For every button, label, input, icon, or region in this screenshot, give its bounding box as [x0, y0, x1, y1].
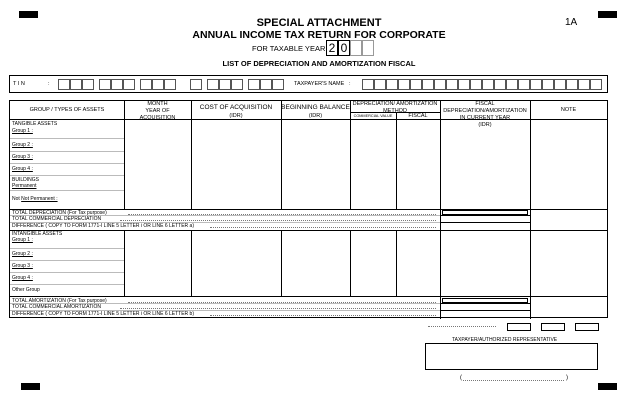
group-divider	[10, 272, 124, 273]
row-divider	[440, 215, 530, 216]
year-digit-2[interactable]: 0	[338, 40, 350, 56]
group-divider	[10, 138, 124, 139]
col-divider	[530, 101, 531, 319]
header-month: MONTH	[147, 101, 168, 107]
year-digit-1[interactable]: 2	[326, 40, 338, 56]
name-char-box[interactable]	[398, 79, 410, 90]
group-divider	[10, 175, 124, 176]
leader-dots	[128, 302, 436, 303]
intangible-total-divider	[10, 296, 607, 297]
intangible-group-4: Group 4 :	[12, 275, 33, 281]
col-divider	[440, 101, 441, 319]
fiscal-total-box[interactable]	[442, 210, 528, 215]
tangible-group-2: Group 2 :	[12, 142, 33, 148]
registration-mark-bottom-right	[598, 383, 617, 390]
name-char-box[interactable]	[566, 79, 578, 90]
header-beginning-balance: BEGINNING BALANCE	[281, 104, 350, 111]
header-fiscal-depreciation	[440, 101, 530, 129]
name-char-box[interactable]	[410, 79, 422, 90]
header-note: NOTE	[560, 107, 577, 113]
tin-digit-box[interactable]	[219, 79, 231, 90]
tin-separator: :	[48, 81, 50, 87]
col-divider	[281, 230, 282, 296]
header-method-line1: DEPRECIATION/ AMORTIZATION	[352, 101, 438, 107]
tin-digit-box[interactable]	[190, 79, 202, 90]
form-subtitle: ANNUAL INCOME TAX RETURN FOR CORPORATE	[192, 29, 446, 41]
intangible-group-2: Group 2 :	[12, 251, 33, 257]
col-divider	[191, 230, 192, 296]
form-title: SPECIAL ATTACHMENT	[256, 17, 382, 29]
intangible-group-3: Group 3 :	[12, 263, 33, 269]
intangible-other-group: Other Group	[12, 287, 40, 293]
tin-digit-box[interactable]	[164, 79, 176, 90]
header-beginning-unit: (IDR)	[308, 113, 323, 119]
header-fiscal-line1: FISCAL DEPRECIATION/AMORTIZATION	[443, 101, 527, 114]
header-commercial-value: COMMERCIAL VALUE	[353, 114, 393, 118]
col-divider	[396, 112, 397, 209]
tin-digit-box[interactable]	[111, 79, 123, 90]
header-acquisition: ACQUISITION	[139, 115, 176, 121]
name-paren-open: (	[460, 375, 462, 381]
tin-digit-box[interactable]	[231, 79, 243, 90]
fiscal-total-box[interactable]	[442, 298, 528, 303]
representative-label: TAXPAYER/AUTHORIZED REPRESENTATIVE	[452, 337, 558, 343]
row-divider	[440, 303, 530, 304]
header-cost: COST OF ACQUISITION	[199, 104, 273, 111]
tin-digit-box[interactable]	[248, 79, 260, 90]
header-method-line2: METHOD	[383, 108, 407, 114]
header-group-types: GROUP / TYPES OF ASSETS	[29, 107, 105, 113]
name-char-box[interactable]	[494, 79, 506, 90]
year-digit-3[interactable]	[350, 40, 362, 56]
tin-digit-box[interactable]	[58, 79, 70, 90]
signature-box[interactable]	[425, 343, 598, 370]
name-char-box[interactable]	[542, 79, 554, 90]
leader-dots	[120, 308, 436, 309]
representative-name-line[interactable]	[463, 380, 564, 381]
tangible-group-4: Group 4 :	[12, 166, 33, 172]
name-char-box[interactable]	[554, 79, 566, 90]
col-divider	[124, 230, 125, 296]
group-divider	[10, 260, 124, 261]
col-divider	[350, 230, 351, 296]
name-char-box[interactable]	[446, 79, 458, 90]
header-month-year	[124, 101, 191, 122]
date-box-month[interactable]	[541, 323, 565, 331]
header-year-of: YEAR OF	[145, 108, 170, 114]
total-commercial-depreciation-label: TOTAL COMMERCIAL DEPRECIATION	[12, 216, 102, 222]
tin-digit-box[interactable]	[272, 79, 284, 90]
year-digit-4[interactable]	[362, 40, 374, 56]
row-divider	[440, 222, 530, 223]
name-char-box[interactable]	[434, 79, 446, 90]
leader-dots	[120, 220, 436, 221]
name-char-box[interactable]	[422, 79, 434, 90]
leader-dots	[128, 214, 436, 215]
name-char-box[interactable]	[506, 79, 518, 90]
buildings-not-permanent: Not Not Permanent :	[12, 196, 58, 202]
date-box-day[interactable]	[507, 323, 531, 331]
name-char-box[interactable]	[578, 79, 590, 90]
buildings-permanent: Permanent	[12, 183, 37, 189]
name-paren-close: )	[566, 375, 568, 381]
tangible-group-1: Group 1 :	[12, 128, 33, 134]
name-char-box[interactable]	[590, 79, 602, 90]
tin-label: T I N	[13, 81, 25, 87]
taxpayer-name-separator: :	[349, 81, 351, 87]
header-cost-unit: (IDR)	[229, 113, 243, 119]
name-char-box[interactable]	[362, 79, 374, 90]
group-divider	[10, 151, 124, 152]
signature-place-date-line[interactable]	[428, 326, 496, 327]
leader-dots	[210, 227, 436, 228]
name-char-box[interactable]	[374, 79, 386, 90]
leader-dots	[210, 315, 436, 316]
group-divider	[10, 163, 124, 164]
group-divider	[10, 284, 124, 285]
intangible-assets-heading: INTANGIBLE ASSETS	[12, 231, 63, 237]
total-commercial-amortization-label: TOTAL COMMERCIAL AMORTIZATION	[12, 304, 101, 310]
intangible-divider	[10, 230, 607, 231]
header-fiscal: FISCAL	[408, 113, 428, 119]
name-char-box[interactable]	[470, 79, 482, 90]
tin-digit-box[interactable]	[152, 79, 164, 90]
not-permanent-label: Not Permanent :	[21, 196, 58, 202]
name-char-box[interactable]	[482, 79, 494, 90]
name-char-box[interactable]	[386, 79, 398, 90]
col-divider	[396, 230, 397, 296]
name-char-box[interactable]	[458, 79, 470, 90]
group-divider	[10, 248, 124, 249]
header-fiscal-unit: (IDR)	[478, 122, 492, 128]
buildings-heading: BUILDINGS	[12, 177, 39, 183]
intangible-group-1: Group 1 :	[12, 237, 33, 243]
row-divider	[440, 310, 530, 311]
tangible-assets-heading: TANGIBLE ASSETS	[12, 121, 58, 127]
tin-digit-box[interactable]	[82, 79, 94, 90]
tin-digit-box[interactable]	[140, 79, 152, 90]
header-fiscal-line2: IN CURRENT YEAR	[459, 115, 511, 121]
date-box-year[interactable]	[575, 323, 599, 331]
group-divider	[10, 190, 124, 191]
registration-mark-bottom-left	[21, 383, 40, 390]
list-title: LIST OF DEPRECIATION AND AMORTIZATION FISCAL	[222, 59, 416, 68]
intangible-difference-label: DIFFERENCE ( COPY TO FORM 1771-I LINE 5 LETTER i OR LINE 6 LETTER b)	[12, 311, 194, 317]
tin-digit-box[interactable]	[99, 79, 111, 90]
taxable-year-label: FOR TAXABLE YEAR	[252, 44, 326, 53]
taxpayer-name-label: TAXPAYER'S NAME	[294, 81, 345, 87]
total-amortization-label: TOTAL AMORTIZATION (For Tax purpose)	[12, 298, 107, 304]
taxpayer-id-bar	[9, 75, 608, 93]
tangible-difference-label: DIFFERENCE ( COPY TO FORM 1771-I LINE 5 LETTER i OR LINE 6 LETTER a)	[12, 223, 194, 229]
form-code: 1A	[565, 17, 578, 28]
tin-digit-box[interactable]	[70, 79, 82, 90]
name-char-box[interactable]	[530, 79, 542, 90]
tin-digit-box[interactable]	[207, 79, 219, 90]
asset-table	[9, 100, 608, 318]
name-char-box[interactable]	[518, 79, 530, 90]
tin-digit-box[interactable]	[260, 79, 272, 90]
tin-digit-box[interactable]	[123, 79, 135, 90]
tangible-group-3: Group 3 :	[12, 154, 33, 160]
total-depreciation-label: TOTAL DEPRECIATION (For Tax purpose)	[12, 210, 107, 216]
